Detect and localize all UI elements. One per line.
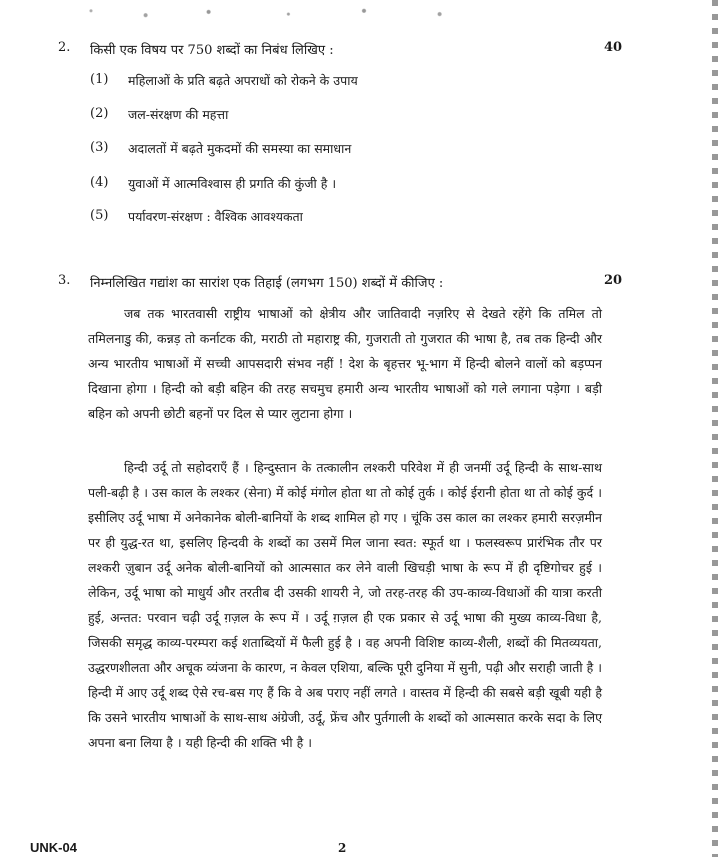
- q2-option-5-text: पर्यावरण-संरक्षण : वैश्विक आवश्यकता: [128, 209, 303, 224]
- paper-code: UNK-04: [30, 840, 77, 855]
- q2-option-4-text: युवाओं में आत्मविश्वास ही प्रगति की कुंजी है ।: [128, 176, 337, 191]
- passage-paragraph-1: जब तक भारतवासी राष्ट्रीय भाषाओं को क्षेत्रीय और जातिवादी नज़रिए से देखते रहेंगे कि तमिल तो तमिलनाडु की, कन्नड़ तो कर्नाटक की, मराठी तो महाराष्ट्र की, गुजराती तो गुजरात की भाषा है, तब तक हिन्दी और अन्य भारतीय भाषाओं में सच्ची आपसदारी संभव नहीं ! देश के बृहत्तर भू-भाग में हिन्दी बोलने वालों को बड़प्पन दिखाना होगा । हिन्दी को बड़ी बहिन की तरह सचमुच हमारी अन्य भारतीय भाषाओं को गले लगाना पड़ेगा । बड़ी बहिन को अपनी छोटी बहनों पर दिल से प्यार लुटाना होगा ।: [88, 306, 602, 421]
- scanned-right-edge: [712, 0, 718, 857]
- question-2-number: 2.: [58, 40, 71, 55]
- q2-option-4-number: (4): [90, 175, 109, 190]
- q2-option-2-text: जल-संरक्षण की महत्ता: [128, 107, 229, 122]
- question-3-prompt: निम्नलिखित गद्यांश का सारांश एक तिहाई (लगभग 150) शब्दों में कीजिए :: [90, 276, 444, 291]
- q2-option-1-number: (1): [90, 72, 109, 87]
- page-number: 2: [338, 841, 347, 855]
- question-3-marks: 20: [604, 273, 623, 288]
- q2-option-5-number: (5): [90, 208, 109, 223]
- question-3-number: 3.: [58, 273, 71, 288]
- smudged-header-strip: [70, 2, 490, 24]
- q2-option-2-number: (2): [90, 106, 109, 121]
- question-2-marks: 40: [604, 40, 623, 55]
- passage-paragraph-2: हिन्दी उर्दू तो सहोदराएँ हैं । हिन्दुस्तान के तत्कालीन लश्करी परिवेश में ही जनमीं उर्दू हिन्दी के साथ-साथ पली-बढ़ी है । उस काल के लश्कर (सेना) में कोई मंगोल होता था तो कोई तुर्क । कोई ईरानी होता था तो कोई कुर्द । इसीलिए उर्दू भाषा में अनेकानेक बोली-बानियों के शब्द शामिल हो गए । चूंकि उस काल का लश्कर हमारी सरज़मीन पर ही युद्ध-रत था, इसलिए हिन्दवी के शब्दों का उसमें मिल जाना स्वत: स्फूर्त था । फलस्वरूप प्रारंभिक तौर पर लश्करी ज़ुबान उर्दू अनेक बोली-बानियों को आत्मसात कर लेने वाली खिचड़ी भाषा के रूप में ही दृष्टिगोचर हुई । लेकिन, उर्दू भाषा को माधुर्य और तरतीब दी उसकी शायरी ने, जो तरह-तरह की उप-काव्य-विधाओं की यात्रा करती हुई, अन्तत: परवान चढ़ी उर्दू ग़ज़ल के रूप में । उर्दू ग़ज़ल ही एक प्रकार से उर्दू भाषा की मुख्य काव्य-विधा है, जिसकी समृद्ध काव्य-परम्परा कई शताब्दियों में फैली हुई है । वह अपनी विशिष्ट काव्य-शैली, शब्दों की मितव्ययता, उद्धरणशीलता और अचूक व्यंजना के कारण, न केवल एशिया, बल्कि पूरी दुनिया में सुनी, पढ़ी और सराही जाती है । हिन्दी में आए उर्दू शब्द ऐसे रच-बस गए हैं कि वे अब पराए नहीं लगते । वास्तव में हिन्दी की सबसे बड़ी खूबी यही है कि उसने भारतीय भाषाओं के साथ-साथ अंग्रेजी, उर्दू, फ्रेंच और पुर्तगाली के शब्दों को आत्मसात करके सदा के लिए अपना बना लिया है । यही हिन्दी की शक्ति भी है ।: [88, 460, 602, 750]
- q2-option-3-number: (3): [90, 140, 109, 155]
- q2-option-3-text: अदालतों में बढ़ते मुकदमों की समस्या का समाधान: [128, 141, 352, 156]
- q2-option-1-text: महिलाओं के प्रति बढ़ते अपराधों को रोकने के उपाय: [128, 73, 358, 88]
- question-2-prompt: किसी एक विषय पर 750 शब्दों का निबंध लिखिए :: [90, 43, 334, 58]
